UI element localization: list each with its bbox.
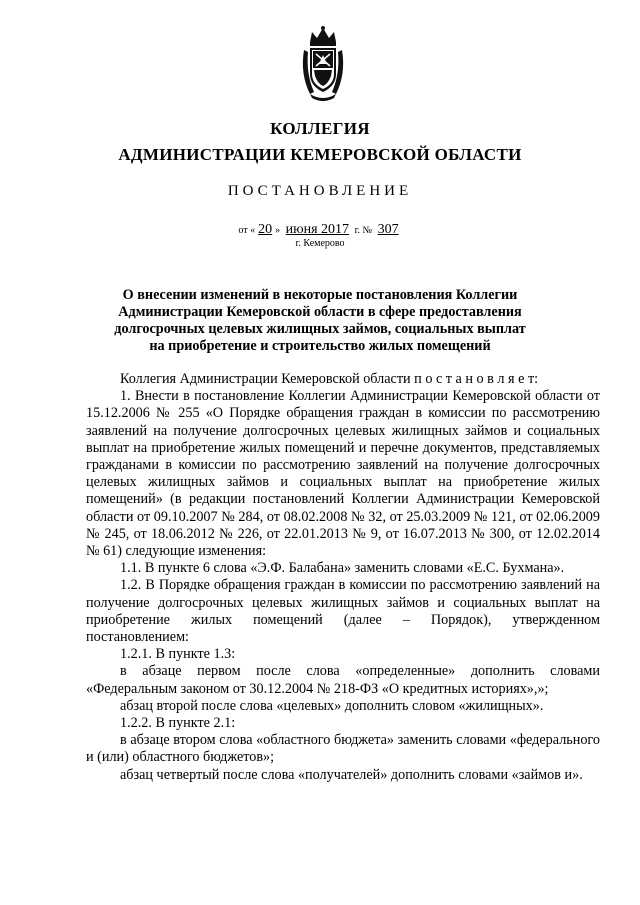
title-line: О внесении изменений в некоторые постановления Коллегии: [122, 287, 518, 303]
document-number: 307: [377, 222, 399, 237]
document-type: ПОСТАНОВЛЕНИЕ: [227, 183, 413, 199]
body-paragraph: абзац четвертый после слова «получателей» дополнить словами «займов и».: [120, 766, 583, 783]
body-paragraph: в абзаце втором слова «областного бюджета» заменить словами «федерального и (или) областного бюджетов»;: [86, 732, 600, 766]
city: г. Кемерово: [295, 238, 345, 249]
date-suffix: г. №: [354, 225, 373, 236]
body-paragraph: 1.2. В Порядке обращения граждан в комиссии по рассмотрению заявлений на получение долгосрочных целевых жилищных займов и социальных выплат на приобретение жилых помещений (далее – Порядок), утвержденном постановлением:: [86, 577, 600, 646]
title-line: долгосрочных целевых жилищных займов, социальных выплат: [114, 321, 526, 337]
body-paragraph: 1.2.1. В пункте 1.3:: [120, 646, 236, 663]
title-line: Администрации Кемеровской области в сфере предоставления: [118, 304, 522, 320]
org-name-line1: КОЛЛЕГИЯ: [270, 119, 370, 138]
body-paragraph: абзац второй после слова «целевых» дополнить словом «жилищных».: [120, 697, 544, 714]
kemerovo-coat-of-arms-emblem: [298, 24, 348, 102]
date-prefix: от «: [238, 225, 256, 236]
body-paragraph: 1.1. В пункте 6 слова «Э.Ф. Балабана» заменить словами «Е.С. Бухмана».: [120, 560, 565, 577]
body-paragraph: 1. Внести в постановление Коллегии Администрации Кемеровской области от 15.12.2006 № 255 «О Порядке обращения граждан в комиссии по рассмотрению заявлений на получение долгосрочных целевых жилищных займов и социальных выплат на приобретение жилых помещений и перечне документов, представляемых гражданами в комиссии по рассмотрению заявлений на получение долгосрочных целевых жилищных займов и социальных выплат на приобретение жилых помещений» (в редакции постановлений Коллегии Администрации Кемеровской области от 09.10.2007 № 284, от 08.02.2008 № 32, от 25.03.2009 № 121, от 02.06.2009 № 245, от 18.06.2012 № 226, от 22.01.2013 № 9, от 16.07.2013 № 300, от 12.02.2014 № 61) следующие изменения:: [86, 388, 600, 560]
document-body: [86, 371, 600, 784]
document-title: [0, 287, 640, 355]
body-paragraph: в абзаце первом после слова «определенные» дополнить словами «Федеральным законом от 30.12.2004 № 218-ФЗ «О кредитных историях»,»;: [86, 663, 600, 697]
org-name-line2: АДМИНИСТРАЦИИ КЕМЕРОВСКОЙ ОБЛАСТИ: [118, 145, 522, 164]
date-mid: »: [275, 225, 281, 236]
document-date-line: [0, 222, 640, 238]
body-paragraph: Коллегия Администрации Кемеровской области п о с т а н о в л я е т:: [120, 371, 539, 387]
body-paragraph: 1.2.2. В пункте 2.1:: [120, 715, 236, 732]
date-day: 20: [258, 222, 273, 237]
date-month-year: июня 2017: [285, 222, 350, 237]
title-line: на приобретение и строительство жилых помещений: [149, 338, 491, 354]
